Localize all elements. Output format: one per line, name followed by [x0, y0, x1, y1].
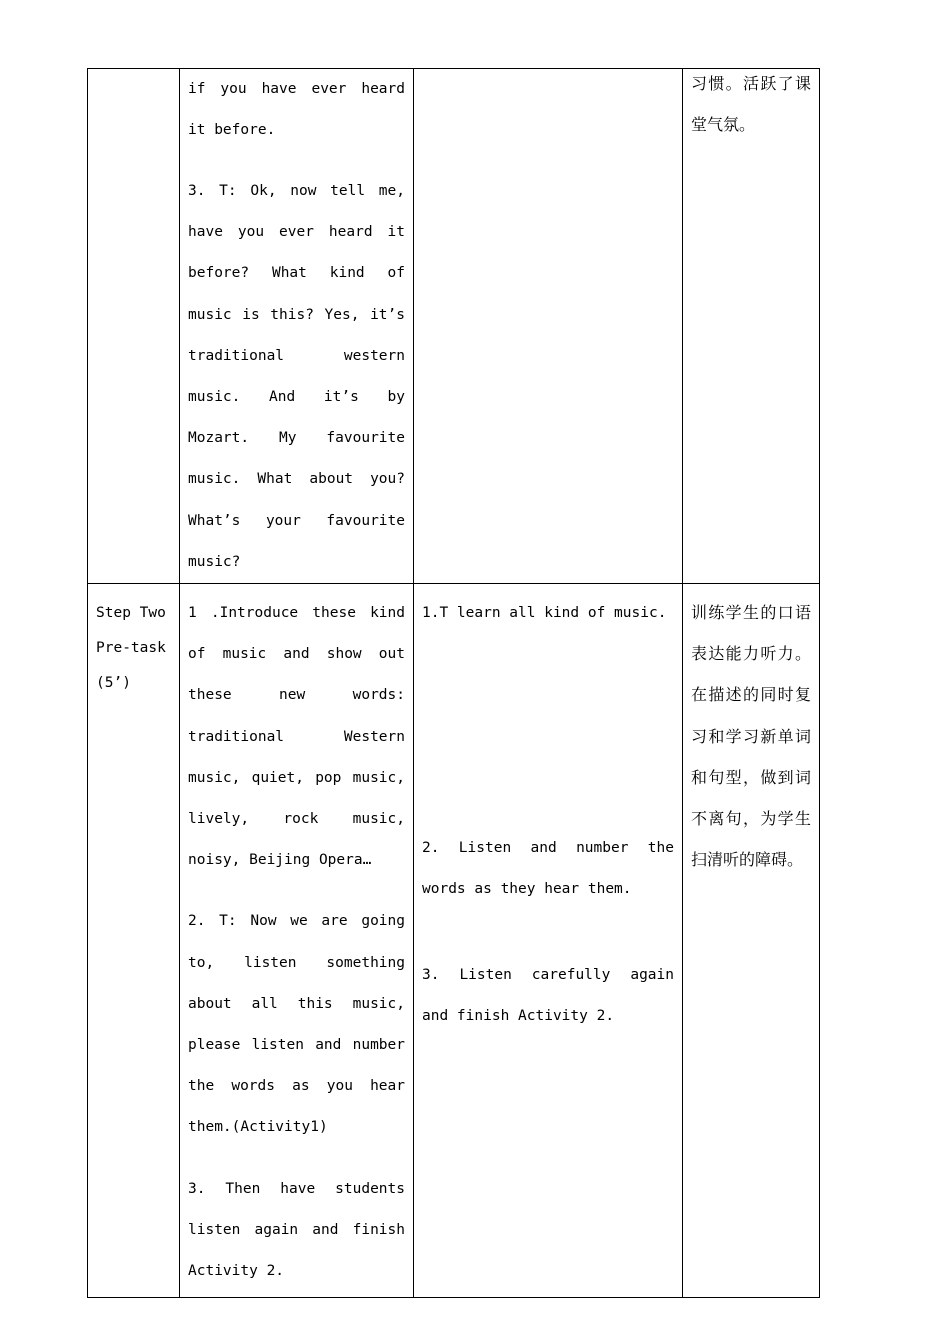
teacher-activity-cell — [180, 69, 414, 584]
teacher-paragraph: 3. T: Ok, now tell me, have you ever heard it before? What kind of music is this? Yes, it’s traditional western music. And it’s by Mozart. My favourite music. What about you? What’s your favourite music? — [188, 182, 405, 570]
student-activity-cell — [414, 583, 683, 1297]
teacher-paragraph: if you have ever heard it before. — [188, 80, 405, 138]
purpose-text: 习惯。活跃了课堂气氛。 — [691, 74, 811, 135]
step-cell — [88, 583, 180, 1297]
teacher-activity-cell — [180, 583, 414, 1297]
step-cell — [88, 69, 180, 584]
teacher-paragraph: 2. T: Now we are going to, listen something about all this music, please listen and number the words as you hear them.(Activity1) — [188, 913, 405, 1136]
step-title: Step Two — [96, 604, 166, 621]
table-row — [88, 583, 820, 1297]
student-paragraph: 1.T learn all kind of music. — [422, 604, 667, 621]
purpose-cell — [683, 69, 820, 584]
teacher-paragraph: 1 .Introduce these kind of music and show out these new words: traditional Western music, quiet, pop music, lively, rock music, noisy, Beijing Opera… — [188, 604, 405, 869]
student-paragraph: 3. Listen carefully again and finish Activity 2. — [422, 966, 674, 1024]
purpose-text: 训练学生的口语表达能力听力。在描述的同时复习和学习新单词和句型，做到词不离句，为学生扫清听的障碍。 — [691, 602, 811, 870]
table-row — [88, 69, 820, 584]
student-paragraph: 2. Listen and number the words as they hear them. — [422, 840, 674, 898]
student-activity-cell — [414, 69, 683, 584]
lesson-plan-table — [87, 68, 820, 1298]
step-stage: Pre-task — [96, 639, 166, 656]
purpose-cell — [683, 583, 820, 1297]
step-duration: (5’) — [96, 674, 131, 691]
teacher-paragraph: 3. Then have students listen again and finish Activity 2. — [188, 1180, 405, 1279]
